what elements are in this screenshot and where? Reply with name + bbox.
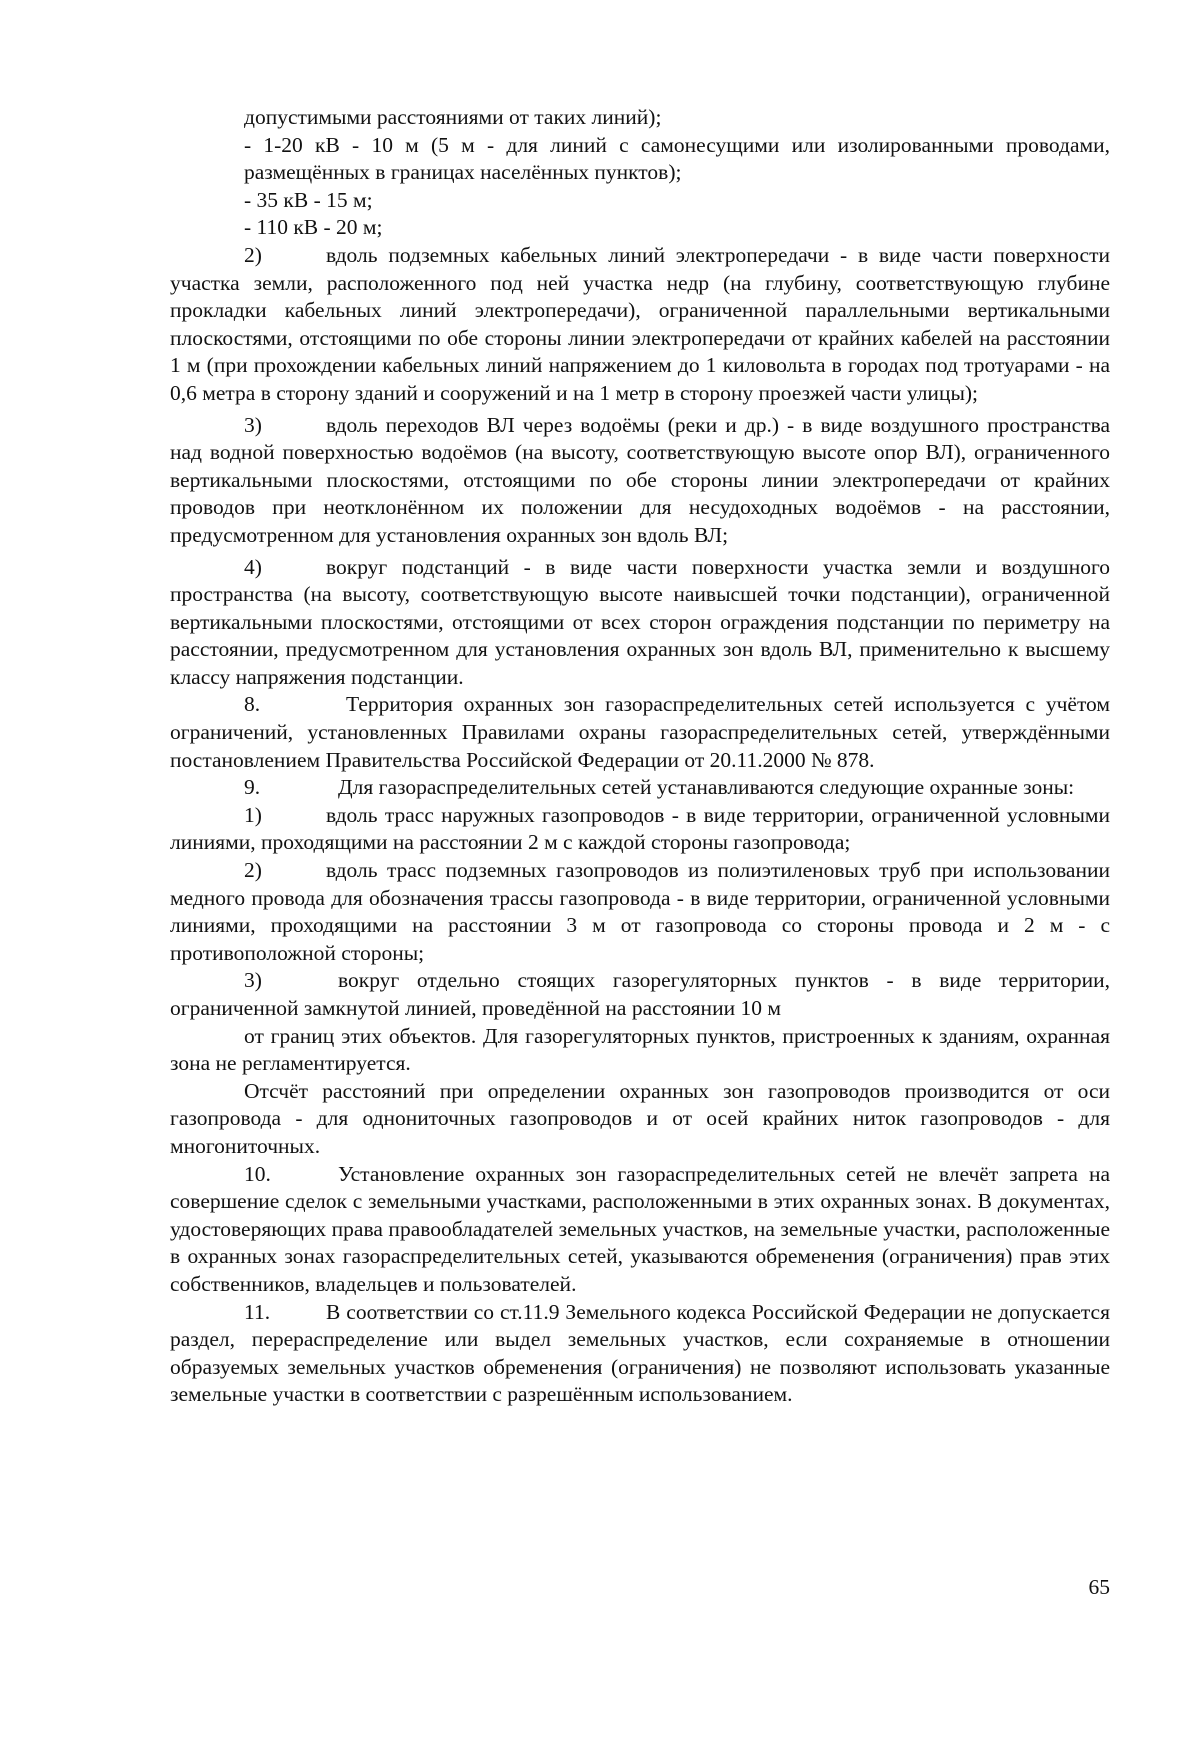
- paragraph-power-3: [170, 412, 1110, 550]
- paragraph-text: вдоль трасс подземных газопроводов из полиэтиленовых труб при использовании медного провода для обозначения трассы газопровода - в виде территории, ограниченной условными линиями, проходящими на расстоянии 3 м от газопровода со стороны провода и 2 м - с противоположной стороны;: [170, 858, 1110, 965]
- paragraph-gas-3: [170, 967, 1110, 1022]
- item-number: 10.: [244, 1161, 271, 1186]
- text-line: допустимыми расстояниями от таких линий);: [244, 105, 662, 129]
- item-number: 1): [244, 802, 262, 827]
- text-line: - 110 кВ - 20 м;: [244, 215, 383, 240]
- paragraph-text: вдоль трасс наружных газопроводов - в виде территории, ограниченной условными линиями, проходящими на расстоянии 2 м с каждой стороны газопровода;: [170, 802, 1110, 855]
- paragraph-8: [170, 691, 1110, 774]
- item-number: 9.: [244, 775, 261, 800]
- page-number: 65: [1088, 1575, 1110, 1599]
- item-number: 3): [244, 968, 262, 993]
- item-number: 4): [244, 554, 262, 579]
- paragraph-power-2: [170, 242, 1110, 408]
- text-line: размещённых в границах населённых пунктов);: [244, 160, 682, 185]
- paragraph-text: вокруг подстанций - в виде части поверхности участка земли и воздушного пространства (на высоту, соответствующую высоте наивысшей точки подстанции), ограниченной вертикальными плоскостями, отстоящими от всех сторон ограждения подстанции по периметру на расстоянии, предусмотренном для установления охранных зон вдоль ВЛ, применительно к высшему классу напряжения подстанции.: [170, 554, 1110, 689]
- item-number: 2): [244, 858, 262, 883]
- paragraph-9: [170, 774, 1110, 802]
- paragraph-power-4: [170, 554, 1110, 692]
- item-number: 11.: [244, 1299, 271, 1324]
- paragraph-text: вдоль подземных кабельных линий электропередачи - в виде части поверхности участка земли, расположенного под ней участка недр (на глубину, соответствующую глубине прокладки кабельных линий электропередачи), ограниченной параллельными вертикальными плоскостями, отстоящими по обе стороны линии электропередачи от крайних кабелей на расстоянии 1 м (при прохождении кабельных линий напряжением до 1 киловольта в городах под тротуарами - на 0,6 метра в сторону зданий и сооружений и на 1 метр в сторону проезжей части улицы);: [170, 242, 1110, 405]
- paragraph-text: вдоль переходов ВЛ через водоёмы (реки и др.) - в виде воздушного пространства над водной поверхностью водоёмов (на высоту, соответствующую высоте опор ВЛ), ограниченного вертикальными плоскостями, отстоящими по обе стороны линии электропередачи от крайних проводов при неотклонённом их положении для несудоходных водоёмов - на расстоянии, предусмотренном для установления охранных зон вдоль ВЛ;: [170, 412, 1110, 547]
- document-body: [170, 104, 1110, 1409]
- paragraph-10: [170, 1161, 1110, 1299]
- paragraph-gas-1: [170, 802, 1110, 857]
- paragraph-gas-3-continuation: от границ этих объектов. Для газорегуляторных пунктов, пристроенных к зданиям, охранная зона не регламентируется.: [170, 1023, 1110, 1076]
- paragraph-text: В соответствии со ст.11.9 Земельного кодекса Российской Федерации не допускается раздел, перераспределение или выдел земельных участков, если сохраняемые в отношении образуемых земельных участков обременения (ограничения) не позволяют использовать указанные земельные участки в соответствии с разрешённым использованием.: [170, 1299, 1110, 1407]
- paragraph-distance-count: Отсчёт расстояний при определении охранных зон газопроводов производится от оси газопровода - для однониточных газопроводов и от осей крайних ниток газопроводов - для многониточных.: [170, 1078, 1110, 1158]
- paragraph-text: вокруг отдельно стоящих газорегуляторных пунктов - в виде территории, ограниченной замкнутой линией, проведённой на расстоянии 10 м: [170, 968, 1110, 1020]
- text-line: - 35 кВ - 15 м;: [244, 187, 373, 212]
- paragraph-text: Территория охранных зон газораспределительных сетей используется с учётом ограничений, установленных Правилами охраны газораспределительных сетей, утверждёнными постановлением Правительства Российской Федерации от 20.11.2000 № 878.: [170, 692, 1110, 772]
- item-number: 2): [244, 242, 262, 267]
- paragraph-gas-2: [170, 857, 1110, 967]
- paragraph-text: Установление охранных зон газораспределительных сетей не влечёт запрета на совершение сделок с земельными участками, расположенными в этих охранных зонах. В документах, удостоверяющих права правообладателей земельных участков, на земельные участки, расположенные в охранных зонах газораспределительных сетей, указываются обременения (ограничения) прав этих собственников, владельцев и пользователей.: [170, 1161, 1110, 1296]
- paragraph-text: Для газораспределительных сетей устанавливаются следующие охранные зоны:: [338, 775, 1075, 800]
- paragraph-11: [170, 1299, 1110, 1409]
- item-number: 8.: [244, 692, 261, 717]
- text-line: - 1-20 кВ - 10 м (5 м - для линий с самонесущими или изолированными проводами,: [244, 132, 1110, 157]
- item-number: 3): [244, 412, 262, 437]
